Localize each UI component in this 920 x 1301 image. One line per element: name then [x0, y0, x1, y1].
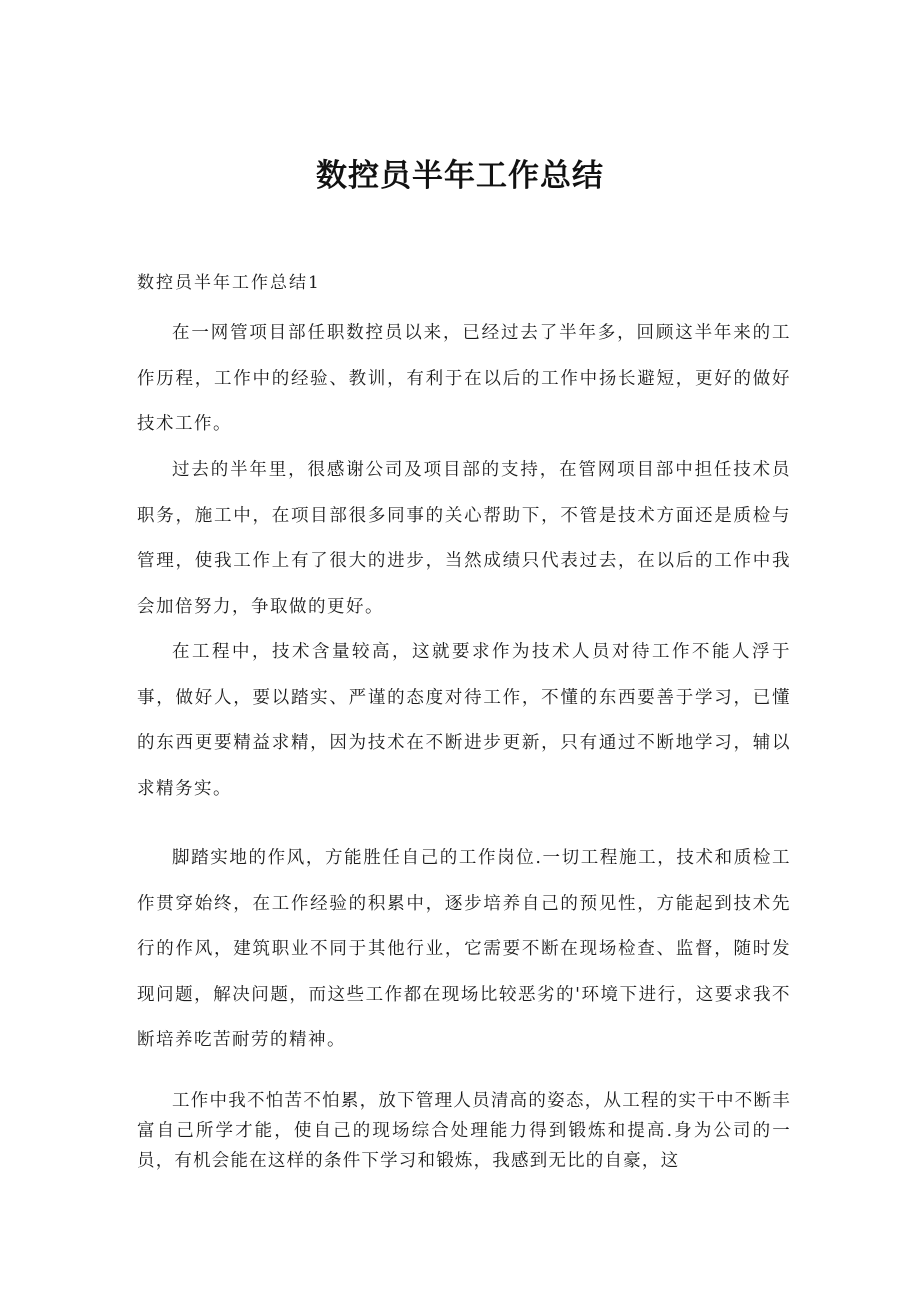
paragraph-4: 脚踏实地的作风，方能胜任自己的工作岗位.一切工程施工，技术和质检工作贯穿始终，在工作经验的积累中，逐步培养自己的预见性，方能起到技术先行的作风，建筑职业不同于其他行业，它需要不断在现场检查、监督，随时发现问题，解决问题，而这些工作都在现场比较恶劣的'环境下进行，这要求我不断培养吃苦耐劳的精神。	[137, 848, 791, 1050]
paragraph-5: 工作中我不怕苦不怕累，放下管理人员清高的姿态，从工程的实干中不断丰富自己所学才能，使自己的现场综合处理能力得到锻炼和提高.身为公司的一员，有机会能在这样的条件下学习和锻炼，我感到无比的自豪，这	[137, 1091, 791, 1171]
document-title: 数控员半年工作总结	[316, 158, 604, 194]
paragraph-1: 在一网管项目部任职数控员以来，已经过去了半年多，回顾这半年来的工作历程，工作中的经验、教训，有利于在以后的工作中扬长避短，更好的做好技术工作。	[137, 323, 791, 434]
paragraph-3: 在工程中，技术含量较高，这就要求作为技术人员对待工作不能人浮于事，做好人，要以踏实、严谨的态度对待工作，不懂的东西要善于学习，已懂的东西更要精益求精，因为技术在不断进步更新，只有通过不断地学习，辅以求精务实。	[137, 642, 791, 799]
paragraph-2: 过去的半年里，很感谢公司及项目部的支持，在管网项目部中担任技术员职务，施工中，在项目部很多同事的关心帮助下，不管是技术方面还是质检与管理，使我工作上有了很大的进步，当然成绩只代表过去，在以后的工作中我会加倍努力，争取做的更好。	[137, 460, 791, 617]
section-heading: 数控员半年工作总结1	[137, 273, 321, 293]
